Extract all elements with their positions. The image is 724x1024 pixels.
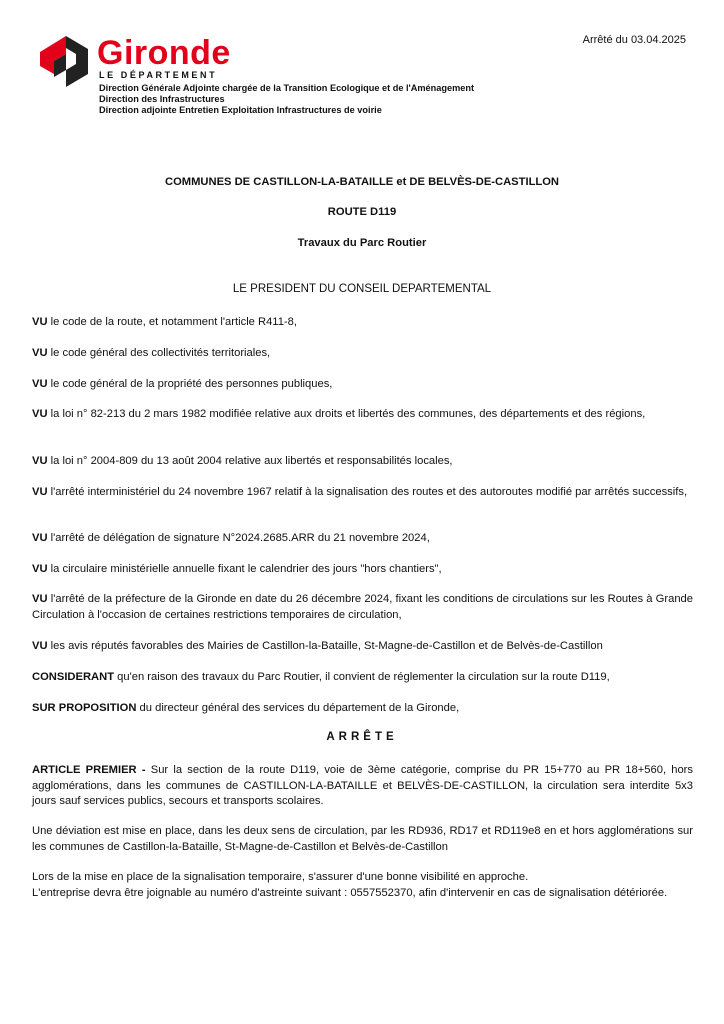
vu-lead: VU	[32, 408, 48, 420]
vu-lead: VU	[32, 640, 48, 652]
vu-lead: VU	[32, 593, 48, 605]
vu-paragraph	[32, 485, 693, 501]
vu-paragraph	[32, 407, 693, 423]
article-premier-text: Sur la section de la route D119, voie de 3ème catégorie, comprise du PR 15+770 au PR 18+560, hors agglomérations, dans les communes de CASTILLON-LA-BATAILLE et BELVÈS-DE-CASTILLON, la circulation sera interdite 5x3 jours sauf services publics, secours et transports scolaires.	[32, 764, 694, 807]
vu-lead: VU	[32, 486, 48, 498]
considerant-paragraph	[32, 670, 693, 686]
vu-text: le code général de la propriété des personnes publiques,	[47, 378, 333, 390]
vu-lead: VU	[32, 455, 48, 467]
vu-paragraph	[32, 531, 693, 547]
vu-lead: VU	[32, 563, 48, 575]
vu-text: l'arrêté de la préfecture de la Gironde en date du 26 décembre 2024, fixant les conditions de circulations sur les Routes à Grande Circulation à l'occasion de certaines restrictions temporaires de circulation,	[32, 593, 693, 621]
vu-paragraph	[32, 592, 693, 623]
article-premier-lead: ARTICLE PREMIER -	[32, 764, 146, 776]
directions-list	[99, 83, 474, 116]
travaux-title: Travaux du Parc Routier	[297, 237, 427, 249]
vu-paragraph	[32, 377, 693, 393]
signalisation-line: Lors de la mise en place de la signalisation temporaire, s'assurer d'une bonne visibilité en approche.	[32, 871, 529, 883]
vu-text: le code général des collectivités territoriales,	[47, 347, 271, 359]
vu-text: le code de la route, et notamment l'article R411-8,	[47, 316, 297, 328]
vu-lead: VU	[32, 532, 48, 544]
direction-line: Direction des Infrastructures	[99, 94, 225, 104]
proposition-lead: SUR PROPOSITION	[32, 702, 137, 714]
vu-paragraph	[32, 315, 693, 331]
brand-subtitle: LE DÉPARTEMENT	[99, 70, 218, 80]
vu-lead: VU	[32, 378, 48, 390]
deviation-paragraph: Une déviation est mise en place, dans les deux sens de circulation, par les RD936, RD17 et RD119e8 en et hors agglomérations sur les communes de Castillon-la-Bataille, St-Magne-de-Castillon et Belvès-de-Castillon	[32, 825, 693, 853]
arrete-date: Arrêté du 03.04.2025	[582, 34, 686, 46]
vu-text: la loi n° 82-213 du 2 mars 1982 modifiée relative aux droits et libertés des communes, des départements et des régions,	[47, 408, 646, 420]
signalisation-paragraph	[32, 870, 693, 901]
considerant-text: qu'en raison des travaux du Parc Routier, il convient de réglementer la circulation sur la route D119,	[114, 671, 610, 683]
direction-line: Direction adjointe Entretien Exploitation Infrastructures de voirie	[99, 105, 382, 115]
vu-text: l'arrêté de délégation de signature N°2024.2685.ARR du 21 novembre 2024,	[47, 532, 430, 544]
considerant-lead: CONSIDERANT	[32, 671, 115, 683]
route-title: ROUTE D119	[327, 206, 397, 218]
direction-line: Direction Générale Adjointe chargée de la Transition Ecologique et de l'Aménagement	[99, 83, 475, 93]
vu-text: la circulaire ministérielle annuelle fixant le calendrier des jours "hors chantiers",	[47, 563, 442, 575]
vu-text: la loi n° 2004-809 du 13 août 2004 relative aux libertés et responsabilités locales,	[47, 455, 453, 467]
vu-lead: VU	[32, 316, 48, 328]
communes-title: COMMUNES DE CASTILLON-LA-BATAILLE et DE BELVÈS-DE-CASTILLON	[164, 176, 560, 188]
arrete-heading: ARRÊTE	[326, 731, 398, 743]
proposition-text: du directeur général des services du département de la Gironde,	[136, 702, 460, 714]
president-heading: LE PRESIDENT DU CONSEIL DEPARTEMENTAL	[232, 283, 492, 295]
signalisation-line: L'entreprise devra être joignable au numéro d'astreinte suivant : 0557552370, afin d'intervenir en cas de signalisation détériorée.	[32, 886, 668, 899]
vu-text: les avis réputés favorables des Mairies de Castillon-la-Bataille, St-Magne-de-Castillon et de Belvès-de-Castillon	[47, 640, 603, 652]
gironde-logo-icon	[36, 30, 92, 88]
vu-paragraph	[32, 346, 693, 362]
proposition-paragraph	[32, 701, 693, 717]
article-premier	[32, 763, 693, 810]
vu-text: l'arrêté interministériel du 24 novembre 1967 relatif à la signalisation des routes et des autoroutes modifié par arrêtés successifs,	[47, 486, 688, 498]
brand-name: Gironde	[97, 34, 231, 72]
vu-paragraph	[32, 639, 693, 655]
vu-paragraph	[32, 562, 693, 578]
vu-lead: VU	[32, 347, 48, 359]
vu-paragraph	[32, 454, 693, 470]
